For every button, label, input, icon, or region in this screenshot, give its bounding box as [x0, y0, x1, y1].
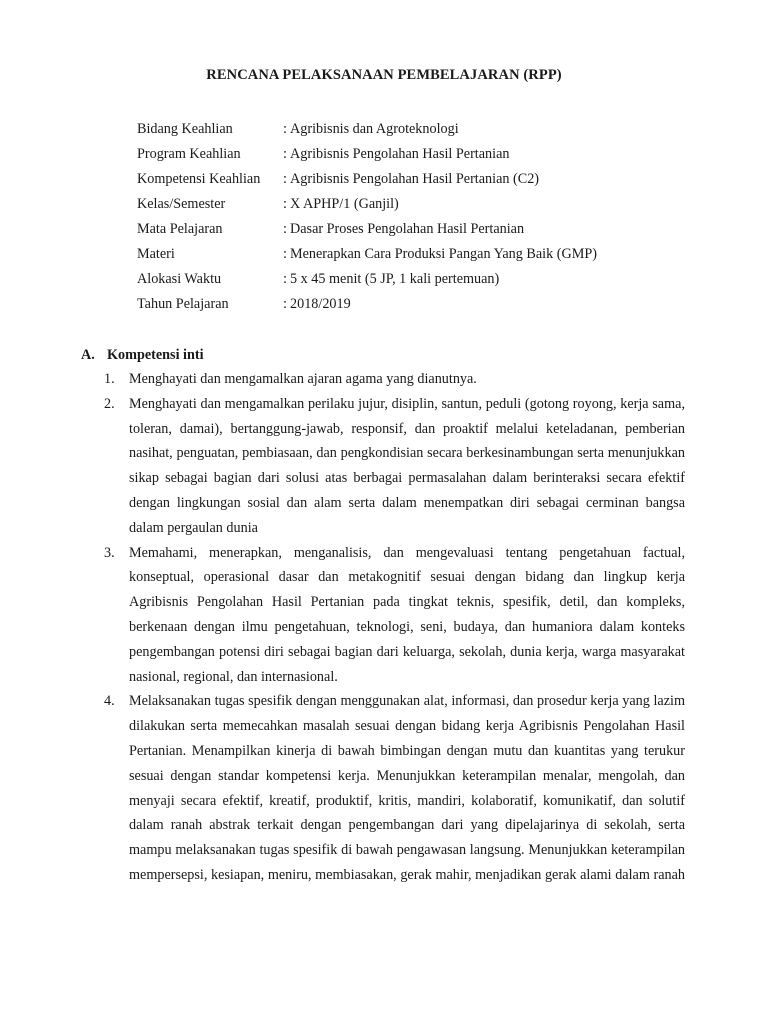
- list-item-text: Memahami, menerapkan, menganalisis, dan mengevaluasi tentang pengetahuan factual, konseptual, operasional dasar dan metakognitif sesuai dengan bidang dan lingkup kerja Agribisnis Pengolahan Hasil Pertanian pada tingkat teknis, spesifik, detil, dan kompleks, berkenaan dengan ilmu pengetahuan, teknologi, seni, budaya, dan humaniora dalam konteks pengembangan potensi diri sebagai bagian dari keluarga, sekolah, dunia kerja, warga masyarakat nasional, regional, dan internasional.: [129, 544, 685, 685]
- section-title: Kompetensi inti: [107, 347, 204, 363]
- meta-row: [137, 192, 597, 217]
- meta-key: Alokasi Waktu: [137, 271, 222, 287]
- meta-row: [137, 242, 597, 267]
- meta-key: Materi: [137, 246, 175, 262]
- meta-value: 5 x 45 menit (5 JP, 1 kali pertemuan): [290, 271, 500, 287]
- meta-separator: :: [283, 146, 287, 162]
- meta-separator: :: [283, 246, 287, 262]
- list-item-number: 4.: [104, 693, 115, 710]
- list-item-number: 2.: [104, 395, 115, 412]
- meta-row: [137, 167, 597, 192]
- list-item-number: 1.: [104, 371, 115, 387]
- list-item-text: Melaksanakan tugas spesifik dengan menggunakan alat, informasi, dan prosedur kerja yang lazim dilakukan serta memecahkan masalah sesuai dengan bidang kerja Agribisnis Pengolahan Hasil Pertanian. Menampilkan kinerja di bawah bimbingan dengan mutu dan kuantitas yang terukur sesuai dengan standar kompetensi kerja. Menunjukkan keterampilan menalar, mengolah, dan menyaji secara efektif, kreatif, produktif, kritis, mandiri, kolaboratif, komunikatif, dan solutif dalam ranah abstrak terkait dengan pengembangan dari yang dipelajarinya di sekolah, serta mampu melaksanakan tugas spesifik di bawah pengawasan langsung. Menunjukkan keterampilan mempersepsi, kesiapan, meniru, membiasakan, gerak mahir, menjadikan gerak alami dalam ranah: [129, 693, 685, 883]
- meta-row: [137, 117, 597, 142]
- document-title: RENCANA PELAKSANAAN PEMBELAJARAN (RPP): [206, 67, 562, 83]
- meta-key: Kompetensi Keahlian: [137, 171, 261, 187]
- meta-key: Program Keahlian: [137, 146, 241, 162]
- list-item: [0, 392, 768, 541]
- meta-value: 2018/2019: [290, 296, 351, 312]
- list-item: [0, 367, 768, 392]
- meta-row: [137, 267, 597, 292]
- section-heading-kompetensi-inti: [81, 343, 204, 367]
- meta-separator: :: [283, 271, 287, 287]
- meta-separator: :: [283, 196, 287, 212]
- meta-separator: :: [283, 171, 287, 187]
- meta-separator: :: [283, 296, 287, 312]
- meta-key: Tahun Pelajaran: [137, 296, 229, 312]
- kompetensi-inti-list: [0, 367, 768, 888]
- meta-key: Bidang Keahlian: [137, 121, 233, 137]
- list-item-text: Menghayati dan mengamalkan ajaran agama yang dianutnya.: [129, 371, 477, 387]
- meta-separator: :: [283, 121, 287, 137]
- meta-row: [137, 142, 597, 167]
- list-item-text: Menghayati dan mengamalkan perilaku jujur, disiplin, santun, peduli (gotong royong, kerja sama, toleran, damai), bertanggung-jawab, responsif, dan proaktif melalui keteladanan, pemberian nasihat, penguatan, pembiasaan, dan pengkondisian secara berkesinambungan serta menunjukkan sikap sebagai bagian dari solusi atas berbagai permasalahan dalam berinteraksi secara efektif dengan lingkungan sosial dan alam serta dalam menempatkan diri sebagai cerminan bangsa dalam pergaulan dunia: [129, 395, 685, 536]
- meta-value: Menerapkan Cara Produksi Pangan Yang Baik (GMP): [290, 246, 597, 262]
- meta-key: Mata Pelajaran: [137, 221, 223, 237]
- meta-value: X APHP/1 (Ganjil): [290, 196, 399, 212]
- meta-row: [137, 292, 597, 317]
- list-item: [0, 541, 768, 690]
- meta-value: Dasar Proses Pengolahan Hasil Pertanian: [290, 221, 525, 237]
- meta-value: Agribisnis Pengolahan Hasil Pertanian (C2): [290, 171, 540, 187]
- section-letter: A.: [81, 347, 95, 363]
- meta-value: Agribisnis Pengolahan Hasil Pertanian: [290, 146, 510, 162]
- list-item-number: 3.: [104, 544, 115, 561]
- meta-row: [137, 217, 597, 242]
- meta-separator: :: [283, 221, 287, 237]
- meta-value: Agribisnis dan Agroteknologi: [290, 121, 459, 137]
- meta-key: Kelas/Semester: [137, 196, 226, 212]
- list-item: [0, 689, 768, 887]
- identity-table: [137, 117, 597, 317]
